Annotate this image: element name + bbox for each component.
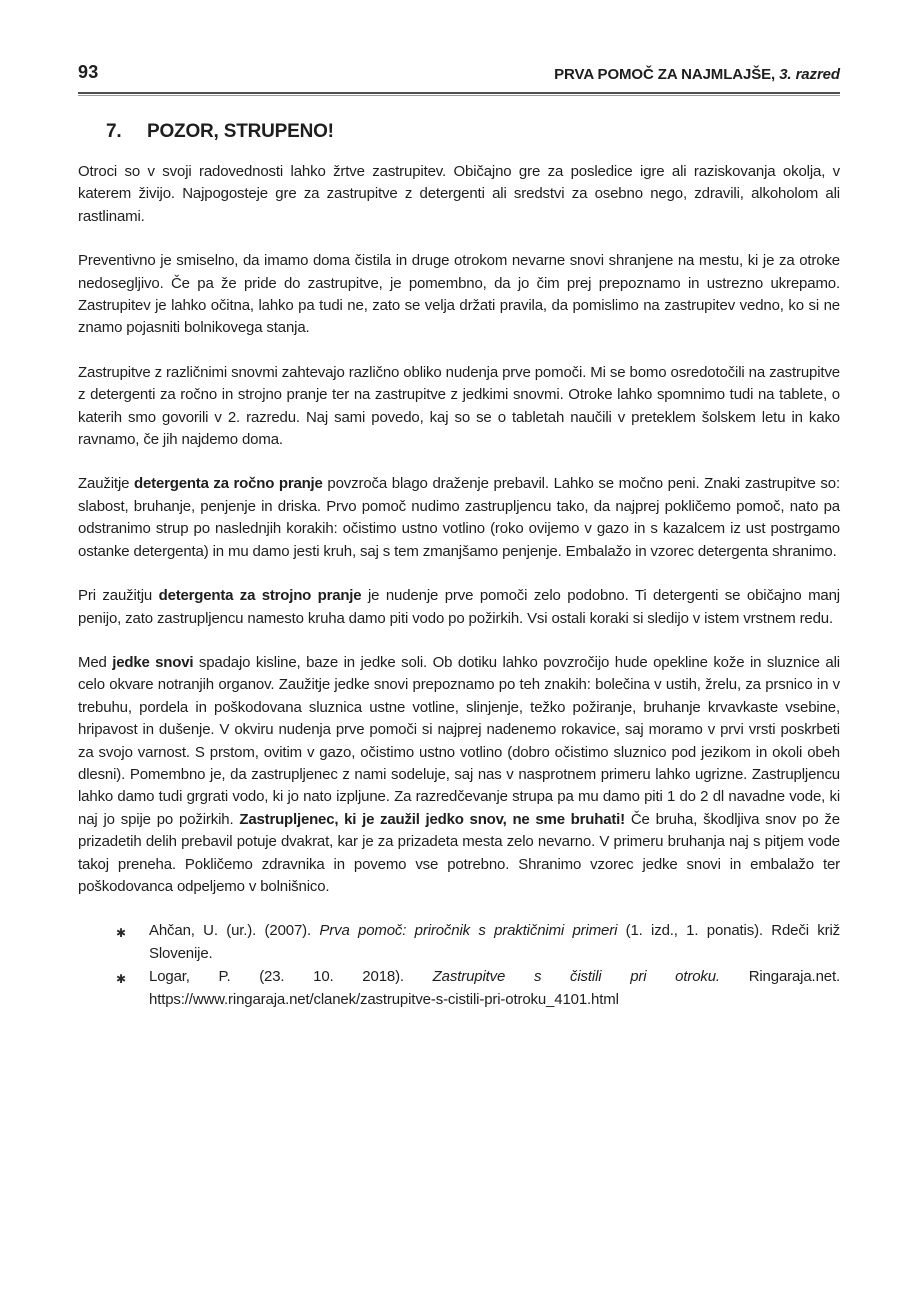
reference-author: Logar, P. (23. 10. 2018). — [149, 968, 433, 986]
running-head-title: PRVA POMOČ ZA NAJMLAJŠE, — [554, 66, 776, 83]
reference-title: Zastrupitve s čistili pri otroku. — [432, 968, 720, 986]
paragraph-intro: Otroci so v svoji radovednosti lahko žrtve zastrupitev. Običajno gre za posledice igre ali raziskovanja okolja, v katerem živijo. Najpogosteje gre za zastrupitve z detergenti ali sredstvi za osebno nego, zdravili, alkoholom ali rastlinami. — [78, 163, 840, 225]
bold-machine-detergent: detergenta za strojno pranje — [158, 587, 362, 605]
running-head-grade: 3. razred — [775, 66, 840, 83]
paragraph-hand-detergent — [78, 473, 840, 563]
reference-author: Ahčan, U. (ur.). (2007). — [149, 922, 320, 940]
reference-publisher: (1. izd., 1. ponatis). Rdeči križ Slovenije. — [149, 922, 841, 962]
text-segment: Med — [78, 653, 113, 671]
section-title: POZOR, STRUPENO! — [147, 121, 334, 142]
section-heading — [106, 121, 840, 143]
running-head — [554, 66, 840, 83]
header-divider — [78, 92, 840, 96]
paragraph-prevention: Preventivno je smiselno, da imamo doma čistila in druge otrokom nevarne snovi shranjene na mestu, ki je za otroke nedosegljivo. Če pa že pride do zastrupitve, je pomembno, da jo čim prej prepoznamo in ustrezno ukrepamo. Zastrupitev je lahko očitna, lahko pa tudi ne, zato se velja držati pravila, da pomislimo na zastrupitev vedno, ko si ne znamo pojasniti bolnikovega stanja. — [78, 252, 840, 337]
body-text — [78, 161, 840, 1011]
text-segment: Pri zaužitju — [78, 587, 159, 605]
reference-title: Prva pomoč: priročnik s praktičnimi primeri — [319, 922, 618, 940]
bold-hand-detergent: detergenta za ročno pranje — [134, 475, 323, 493]
reference-item — [78, 966, 840, 1011]
reference-source-url: Ringaraja.net. https://www.ringaraja.net/clanek/zastrupitve-s-cistili-pri-otroku_4101.html — [149, 968, 840, 1008]
reference-item — [78, 920, 840, 965]
section-number: 7. — [106, 121, 122, 142]
paragraph-machine-detergent — [78, 585, 840, 630]
paragraph-caustic — [78, 652, 840, 898]
page-number: 93 — [78, 62, 99, 82]
asterisk-bullet-icon: ✱ — [116, 926, 126, 941]
references-list — [78, 920, 840, 1011]
text-segment: je nudenje prve pomoči zelo podobno. Ti detergenti se običajno manj penijo, zato zastrupljencu namesto kruha damo piti vodo po požirkih. Vsi ostali koraki si sledijo v istem vrstnem redu. — [78, 587, 840, 627]
paragraph-focus: Zastrupitve z različnimi snovmi zahtevajo različno obliko nudenja prve pomoči. Mi se bomo osredotočili na zastrupitve z detergenti za ročno in strojno pranje ter na zastrupitve z jedkimi snovmi. Otroke lahko spomnimo tudi na tablete, o katerih smo govorili v 2. razredu. Naj sami povedo, kaj so se o tabletah naučili v preteklem šolskem letu in kako ravnamo, če jih najdemo doma. — [78, 363, 840, 449]
page-header — [78, 62, 840, 83]
asterisk-bullet-icon: ✱ — [116, 972, 126, 987]
text-segment: Zaužitje — [78, 475, 135, 493]
bold-caustic-substances: jedke snovi — [112, 653, 194, 671]
text-segment: povzroča blago draženje prebavil. Lahko se močno peni. Znaki zastrupitve so: slabost, bruhanje, penjenje in driska. Prvo pomoč nudimo zastrupljencu tako, da najprej pokličemo pomoč, nato pa odstranimo strup po naslednjih korakih: očistimo ustno votlino (roko ovijemo v gazo in s kazalcem iz ust postrgamo ostanke detergenta) in mu damo jesti kruh, saj s tem zmanjšamo penjenje. Embalažo in vzorec detergenta shranimo. — [78, 475, 840, 560]
text-segment: spadajo kisline, baze in jedke soli. Ob dotiku lahko povzročijo hude opekline kože in sluznice ali celo okvare notranjih organov. Zaužitje jedke snovi prepoznamo po teh znakih: bolečina v ustih, žrelu, za prsnico in v trebuhu, pordela in poškodovana sluznica ustne votline, slinjenje, težko požiranje, bruhanje krvavkaste vsebine, hripavost in dušenje. V okviru nudenja prve pomoči si najprej nadenemo rokavice, saj moramo v prvi vrsti poskrbeti za svojo varnost. S prstom, ovitim v gazo, očistimo ustno votlino (dobro očistimo sluznico pod jezikom in okoli obeh dlesni). Pomembno je, da zastrupljenec z nami sodeluje, saj nas v nasprotnem primeru lahko ugrizne. Zastrupljencu lahko damo tudi grgrati vodo, ki jo nato izpljune. Za razredčevanje strupa pa mu damo piti 1 do 2 dl navadne vode, ki naj jo spije po požirkih. — [78, 653, 840, 828]
text-segment: Če bruha, škodljiva snov po že prizadetih delih prebavil potuje dvakrat, kar je za prizadeta mesta zelo nevarno. V primeru bruhanja naj s pitjem vode takoj preneha. Pokličemo zdravnika in povemo vse potrebno. Shranimo vzorec jedke snovi in embalažo ter poškodovanca odpeljemo v bolnišnico. — [78, 810, 840, 895]
bold-no-vomiting-warning: Zastrupljenec, ki je zaužil jedko snov, ne sme bruhati! — [239, 810, 625, 828]
